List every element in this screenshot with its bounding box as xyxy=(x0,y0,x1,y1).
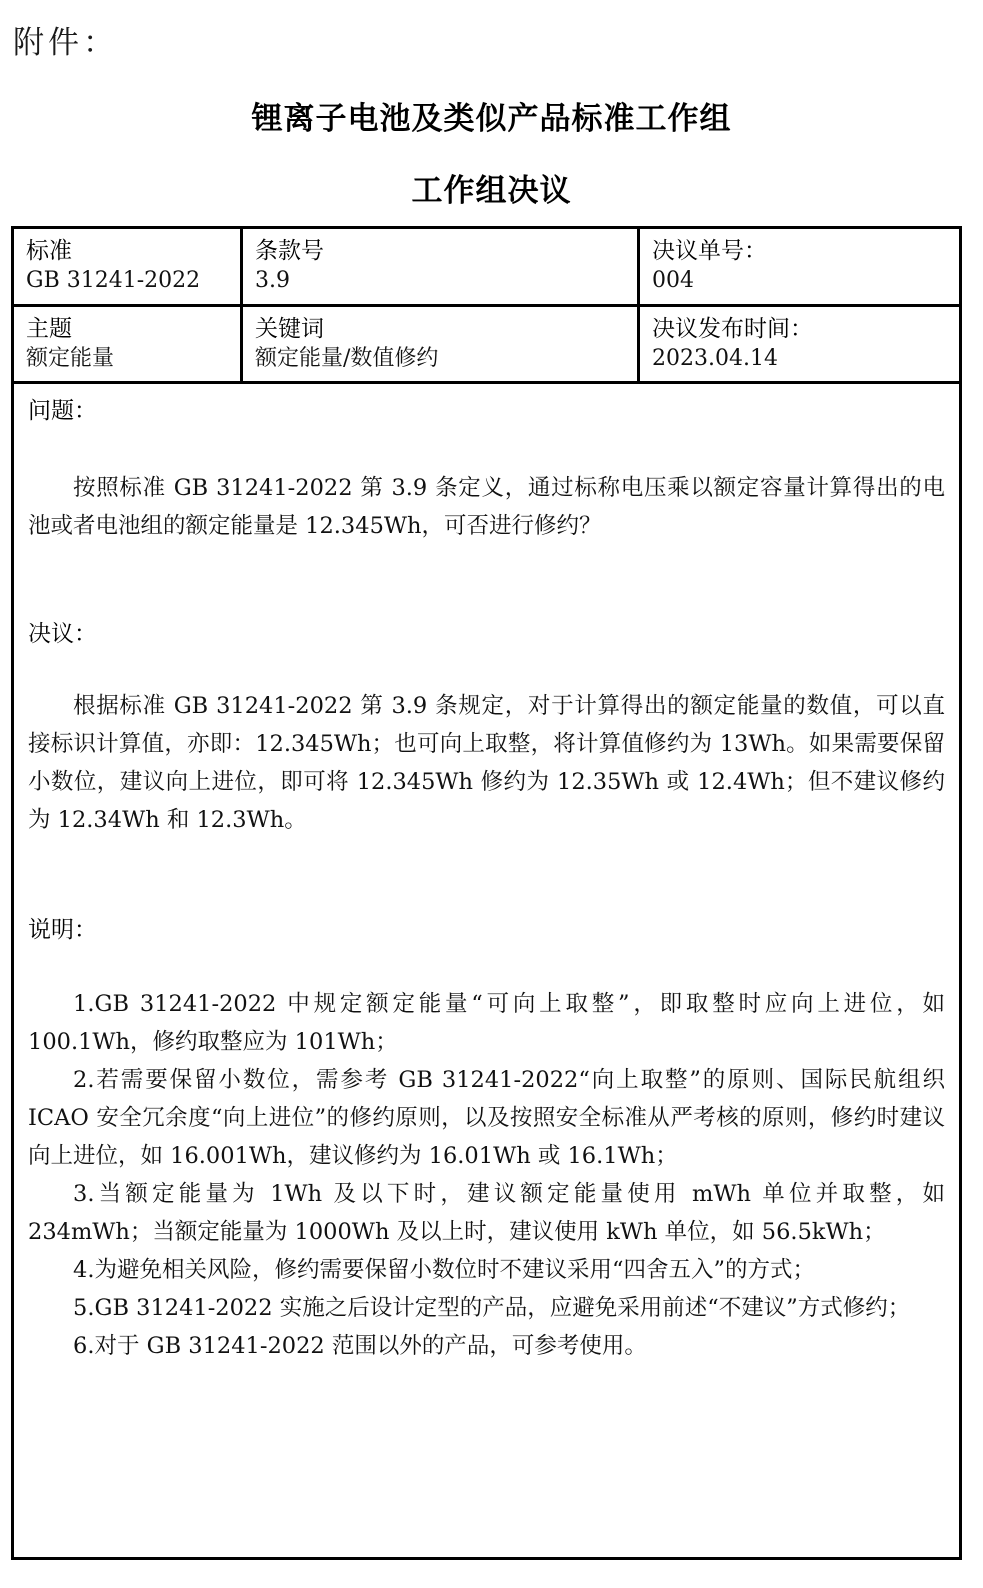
clause-value: 3.9 xyxy=(255,268,290,294)
meta-cell-subject xyxy=(14,307,243,382)
document-body xyxy=(14,384,959,1365)
spacer-explanation xyxy=(28,945,945,985)
question-heading: 问题： xyxy=(28,397,97,424)
spacer-resolution xyxy=(28,649,945,687)
document-title-line2: 工作组决议 xyxy=(411,173,572,208)
issue-date-key: 决议发布时间： xyxy=(652,314,813,341)
meta-table-row-2 xyxy=(14,307,959,385)
explanation-item: 5.GB 31241-2022 实施之后设计定型的产品，应避免采用前述“不建议”方式修约； xyxy=(73,1295,911,1322)
explanation-item: 3.当额定能量为 1Wh 及以下时，建议额定能量使用 mWh 单位并取整，如 234mWh；当额定能量为 1000Wh 及以上时，建议使用 kWh 单位，如 56.5kWh； xyxy=(28,1181,945,1246)
keywords-value: 额定能量/数值修约 xyxy=(255,345,439,371)
clause-key: 条款号 xyxy=(255,237,324,263)
standard-key: 标准 xyxy=(26,237,72,263)
subject-key: 主题 xyxy=(26,314,72,341)
document-title-line1: 锂离子电池及类似产品标准工作组 xyxy=(251,101,732,136)
explanation-item: 6.对于 GB 31241-2022 范围以外的产品，可参考使用。 xyxy=(73,1333,647,1360)
meta-cell-resolution-number xyxy=(640,229,959,304)
standard-value: GB 31241-2022 xyxy=(26,268,201,294)
issue-date-value: 2023.04.14 xyxy=(652,345,778,371)
meta-table-row-1 xyxy=(14,229,959,307)
spacer-before-resolution xyxy=(28,545,945,617)
resolution-number-value: 004 xyxy=(652,268,694,294)
explanation-item: 2.若需要保留小数位，需参考 GB 31241-2022“向上取整”的原则、国际民航组织 ICAO 安全冗余度“向上进位”的修约原则，以及按照安全标准从严考核的原则，修约时建议向上进位，如 16.001Wh，建议修约为 16.01Wh 或 16.1Wh； xyxy=(28,1067,945,1170)
spacer-question xyxy=(28,427,945,469)
attachment-label: 附件： xyxy=(13,25,118,61)
resolution-document-frame xyxy=(11,226,962,1560)
meta-cell-clause xyxy=(243,229,640,304)
explanation-item-list xyxy=(28,985,945,1365)
explanation-item: 4.为避免相关风险，修约需要保留小数位时不建议采用“四舍五入”的方式； xyxy=(73,1257,815,1284)
meta-cell-keywords xyxy=(243,307,640,382)
explanation-item: 1.GB 31241-2022 中规定额定能量“可向上取整”，即取整时应向上进位，如 100.1Wh，修约取整应为 101Wh； xyxy=(28,991,945,1056)
keywords-key: 关键词 xyxy=(255,314,324,341)
question-body: 按照标准 GB 31241-2022 第 3.9 条定义，通过标称电压乘以额定容量计算得出的电池或者电池组的额定能量是 12.345Wh，可否进行修约？ xyxy=(28,474,945,539)
explanation-heading: 说明： xyxy=(28,915,97,942)
meta-cell-standard xyxy=(14,229,243,304)
spacer-before-explanation xyxy=(28,839,945,913)
meta-cell-issue-date xyxy=(640,307,959,382)
subject-value: 额定能量 xyxy=(26,345,115,371)
resolution-heading: 决议： xyxy=(28,619,97,646)
resolution-body: 根据标准 GB 31241-2022 第 3.9 条规定，对于计算得出的额定能量的数值，可以直接标识计算值，亦即：12.345Wh；也可向上取整，将计算值修约为 13Wh。如果需要保留小数位，建议向上进位，即可将 12.345Wh 修约为 12.35Wh 或 12.4Wh；但不建议修约为 12.34Wh 和 12.3Wh。 xyxy=(28,692,945,833)
resolution-number-key: 决议单号： xyxy=(652,237,767,263)
